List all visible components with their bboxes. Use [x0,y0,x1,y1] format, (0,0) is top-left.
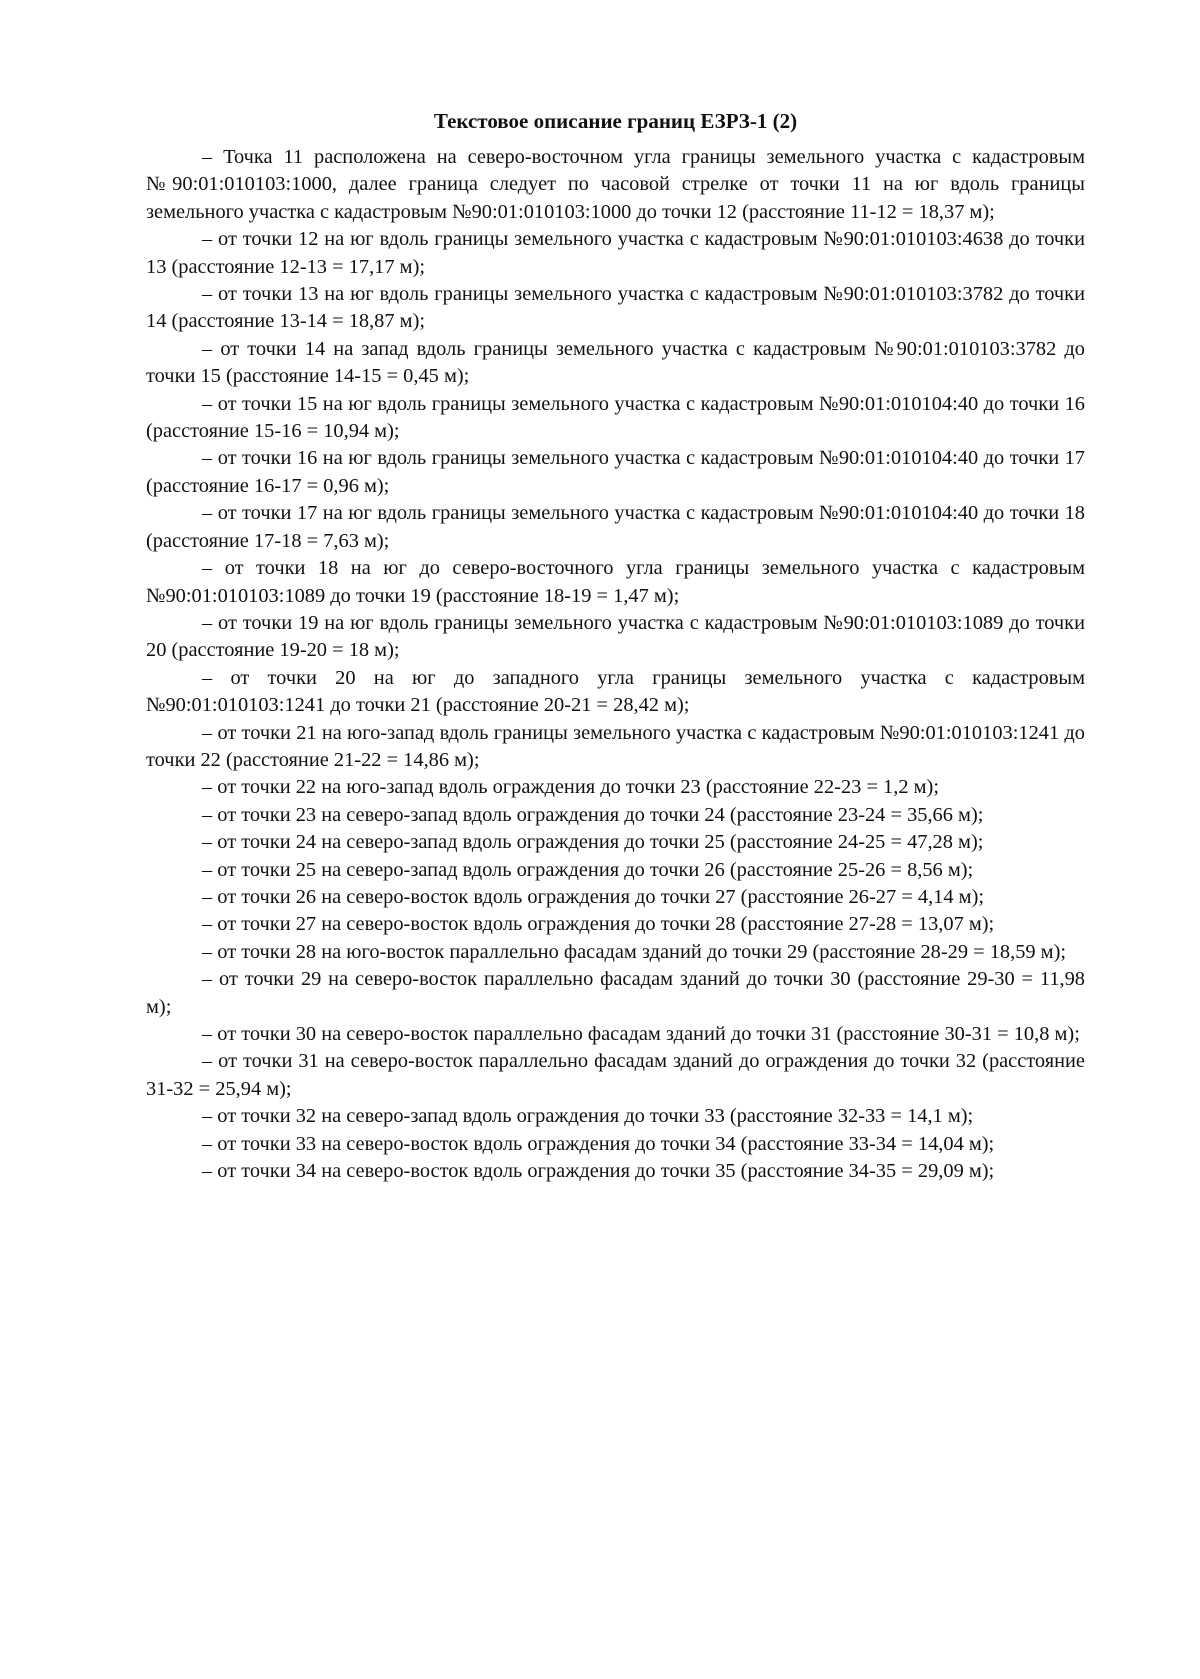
boundary-paragraph: – от точки 20 на юг до западного угла границы земельного участка с кадастровым №90:01:010103:1241 до точки 21 (расстояние 20-21 = 28,42 м); [146,666,1085,717]
boundary-paragraph: – от точки 12 на юг вдоль границы земельного участка с кадастровым №90:01:010103:4638 до точки 13 (расстояние 12-13 = 17,17 м); [146,228,1085,278]
boundary-paragraph: – от точки 27 на северо-восток вдоль ограждения до точки 28 (расстояние 27-28 = 13,07 м); [202,913,995,936]
boundary-paragraph: – от точки 32 на северо-запад вдоль ограждения до точки 33 (расстояние 32-33 = 14,1 м); [202,1105,974,1128]
boundary-paragraph: – от точки 17 на юг вдоль границы земельного участка с кадастровым №90:01:010104:40 до точки 18 (расстояние 17-18 = 7,63 м); [146,502,1085,552]
boundary-paragraph: – от точки 13 на юг вдоль границы земельного участка с кадастровым №90:01:010103:3782 до точки 14 (расстояние 13-14 = 18,87 м); [146,283,1085,333]
boundary-paragraph: – от точки 30 на северо-восток параллельно фасадам зданий до точки 31 (расстояние 30-31 = 10,8 м); [202,1023,1080,1045]
boundary-paragraph: – от точки 23 на северо-запад вдоль ограждения до точки 24 (расстояние 23-24 = 35,66 м); [202,803,984,826]
boundary-paragraph: – Точка 11 расположена на северо-восточном угла границы земельного участка с кадастровым №90:01:010103:1000, далее граница следует по часовой стрелке от точки 11 на юг вдоль границы земельного участка с кадастровым №90:01:010103:1000 до точки 12 (расстояние 11-12 = 18,37 м); [146,146,1085,223]
boundary-paragraph: – от точки 34 на северо-восток вдоль ограждения до точки 35 (расстояние 34-35 = 29,09 м); [202,1160,995,1183]
boundary-paragraph: – от точки 22 на юго-запад вдоль ограждения до точки 23 (расстояние 22-23 = 1,2 м); [202,776,939,799]
boundary-paragraph: – от точки 28 на юго-восток параллельно фасадам зданий до точки 29 (расстояние 28-29 = 18,59 м); [202,940,1067,963]
boundary-paragraph: – от точки 33 на северо-восток вдоль ограждения до точки 34 (расстояние 33-34 = 14,04 м); [202,1132,995,1155]
boundary-paragraph: – от точки 18 на юг до северо-восточного угла границы земельного участка с кадастровым №90:01:010103:1089 до точки 19 (расстояние 18-19 = 1,47 м); [146,557,1085,607]
boundary-paragraph: – от точки 24 на северо-запад вдоль ограждения до точки 25 (расстояние 24-25 = 47,28 м); [202,831,984,854]
boundary-paragraph: – от точки 14 на запад вдоль границы земельного участка с кадастровым №90:01:010103:3782 до точки 15 (расстояние 14-15 = 0,45 м); [146,337,1085,388]
boundary-paragraph: – от точки 26 на северо-восток вдоль ограждения до точки 27 (расстояние 26-27 = 4,14 м); [202,885,985,908]
boundary-paragraph: – от точки 19 на юг вдоль границы земельного участка с кадастровым №90:01:010103:1089 до точки 20 (расстояние 19-20 = 18 м); [146,611,1085,662]
boundary-paragraph: – от точки 15 на юг вдоль границы земельного участка с кадастровым №90:01:010104:40 до точки 16 (расстояние 15-16 = 10,94 м); [146,392,1085,443]
boundary-paragraph: – от точки 16 на юг вдоль границы земельного участка с кадастровым №90:01:010104:40 до точки 17 (расстояние 16-17 = 0,96 м); [146,447,1085,497]
boundary-paragraph: – от точки 29 на северо-восток параллельно фасадам зданий до точки 30 (расстояние 29-30 = 11,98 м); [146,968,1085,1018]
boundary-paragraph: – от точки 31 на северо-восток параллельно фасадам зданий до ограждения до точки 32 (расстояние 31-32 = 25,94 м); [146,1050,1085,1100]
boundary-description [146,144,1085,1185]
document-title: Текстовое описание границ ЕЗРЗ-1 (2) [433,109,798,133]
boundary-paragraph: – от точки 25 на северо-запад вдоль ограждения до точки 26 (расстояние 25-26 = 8,56 м); [202,858,974,881]
boundary-paragraph: – от точки 21 на юго-запад вдоль границы земельного участка с кадастровым №90:01:010103:1241 до точки 22 (расстояние 21-22 = 14,86 м); [146,721,1085,771]
